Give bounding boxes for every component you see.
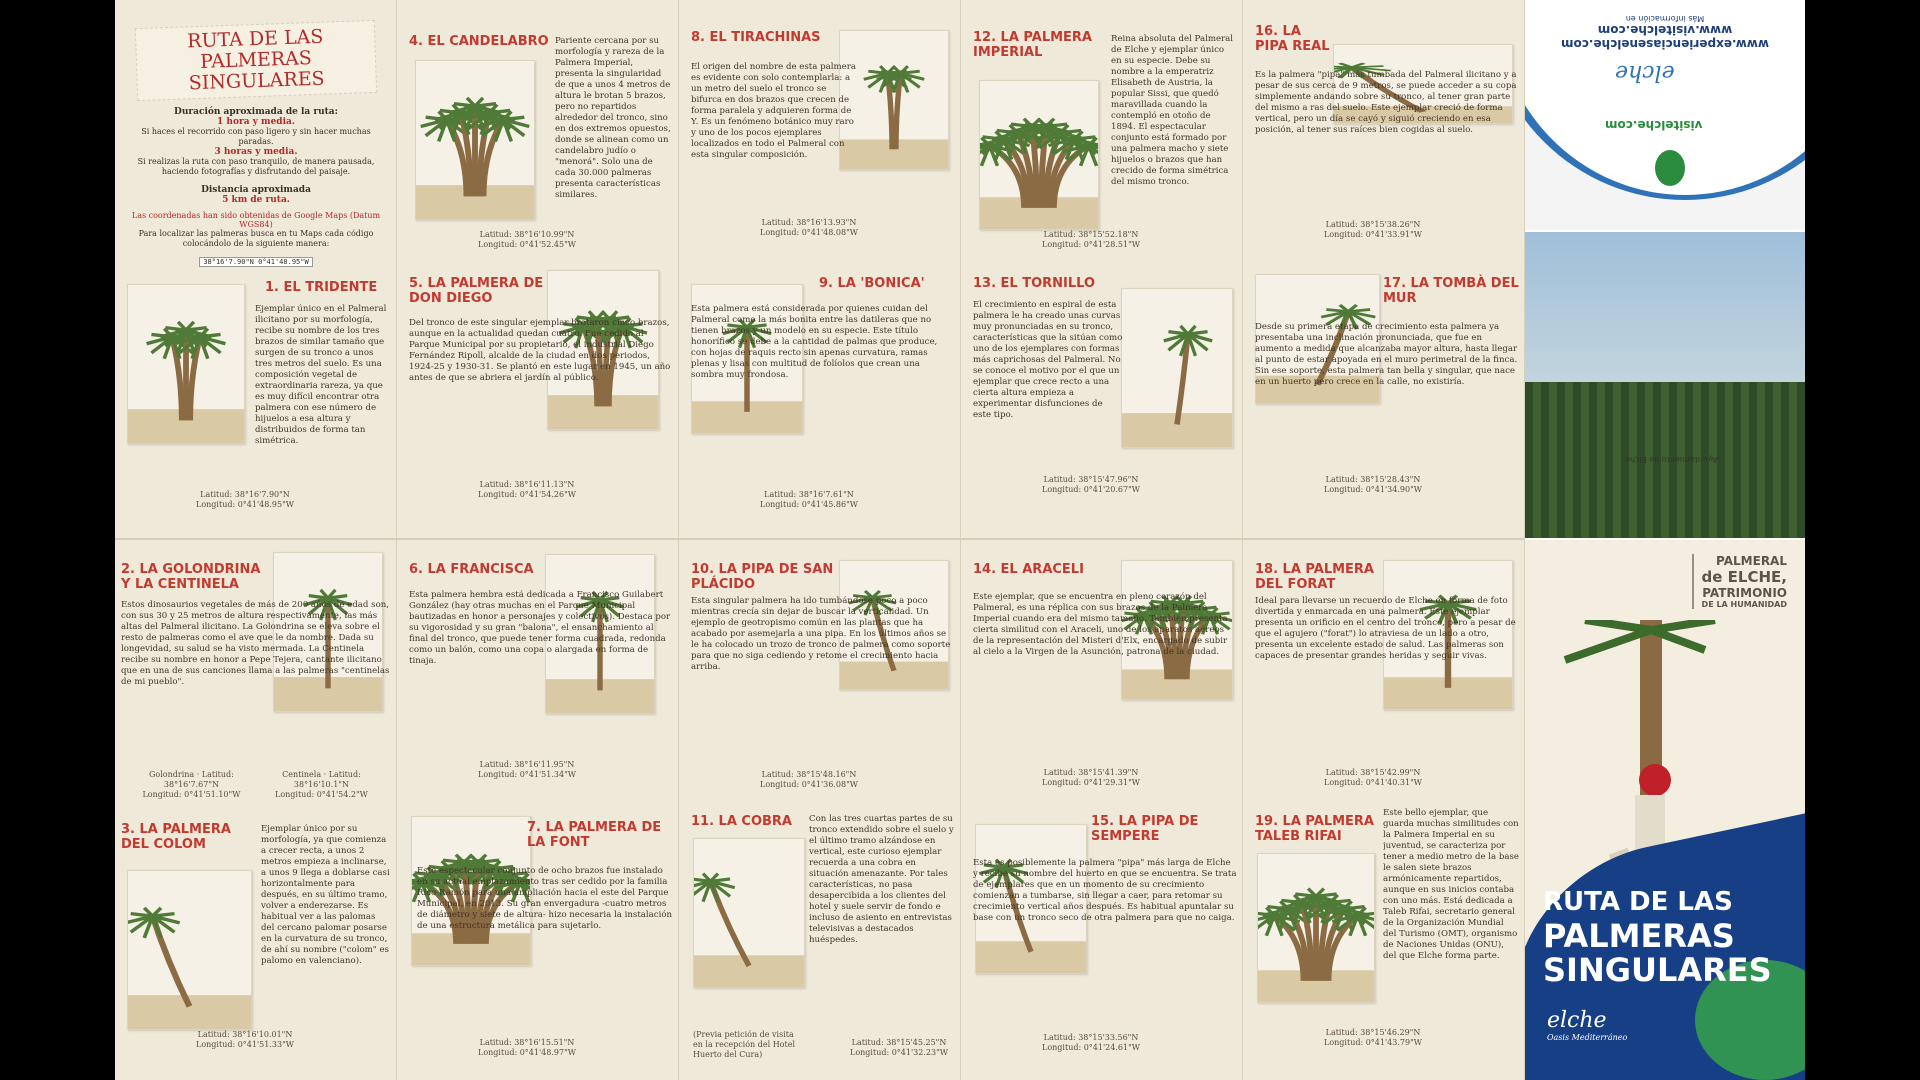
heritage-line1: PALMERAL bbox=[1716, 554, 1787, 568]
palm-coordinates bbox=[739, 770, 879, 790]
coords-note-source: Las coordenadas han sido obtenidas de Google Maps (Datum WGS84) bbox=[131, 211, 381, 229]
palm-card-10 bbox=[679, 540, 961, 808]
lon-centinela: Longitud: 0°41'54.2"W bbox=[275, 790, 368, 799]
palm-coordinates bbox=[829, 1038, 969, 1058]
palm-title: 1. EL TRIDENTE bbox=[265, 280, 378, 295]
palm-card-16 bbox=[1243, 0, 1525, 270]
palm-card-8 bbox=[679, 0, 961, 270]
duration-fast-note: Si haces el recorrido con paso ligero y sin hacer muchas paradas. bbox=[141, 127, 371, 146]
palm-coordinates bbox=[125, 770, 385, 800]
palm-title: 5. LA PALMERA DE DON DIEGO bbox=[409, 276, 544, 306]
palm-illustration bbox=[127, 284, 245, 444]
info-label: Más información en bbox=[1625, 14, 1705, 23]
longitude: Longitud: 0°41'51.33"W bbox=[196, 1040, 294, 1049]
city-photo bbox=[1525, 232, 1805, 538]
longitude: Longitud: 0°41'33.91"W bbox=[1324, 230, 1422, 239]
latitude: Latitud: 38°15'52.18"N bbox=[1043, 230, 1139, 239]
palm-card-1 bbox=[115, 270, 397, 538]
cover-brand-sub: Oasis Mediterráneo bbox=[1547, 1033, 1628, 1042]
url-experiencias[interactable]: www.experienciasenelche.com bbox=[1561, 37, 1769, 51]
palm-title: 18. LA PALMERA DEL FORAT bbox=[1255, 562, 1374, 592]
palm-illustration bbox=[1121, 288, 1233, 448]
palm-coordinates bbox=[457, 480, 597, 500]
palm-card-19 bbox=[1243, 808, 1525, 1080]
longitude: Longitud: 0°41'48.08"W bbox=[760, 228, 858, 237]
palm-illustration bbox=[415, 60, 535, 220]
palm-title: 6. LA FRANCISCA bbox=[409, 562, 534, 577]
search-example-box: 38°16'7.90"N 0°41'48.95"W bbox=[199, 257, 312, 267]
longitude: Longitud: 0°41'34.90"W bbox=[1324, 485, 1422, 494]
latitude: Latitud: 38°16'11.95"N bbox=[479, 760, 575, 769]
latitude: Latitud: 38°15'38.26"N bbox=[1325, 220, 1421, 229]
city-skyline bbox=[1525, 232, 1805, 382]
longitude: Longitud: 0°41'28.51"W bbox=[1042, 240, 1140, 249]
palm-coordinates bbox=[457, 1038, 597, 1058]
palm-coordinates bbox=[1303, 475, 1443, 495]
distance-value: 5 km de ruta. bbox=[222, 195, 290, 205]
ayuntamiento-label: Ayuntamiento de Elche bbox=[1625, 455, 1718, 464]
palm-description: Desde su primera etapa de crecimiento esta palmera ya presentaba una inclinación pronunciada, que fue en aumento a medida que alcanzaba mayor altura, hasta llegar al punto de estar apoyada en el muro perimetral de la finca. Sin ese soporte, esta palmera tan bella y singular, que nace en un huerto pero crece en la calle, no existiría. bbox=[1255, 322, 1518, 387]
info-urls bbox=[1535, 14, 1795, 51]
palm-title: 15. LA PIPA DE SEMPERE bbox=[1091, 814, 1199, 844]
duration-label: Duración aproximada de la ruta: bbox=[174, 107, 338, 117]
visitelche-logo: visitelche.com bbox=[1605, 118, 1703, 132]
longitude: Longitud: 0°41'52.45"W bbox=[478, 240, 576, 249]
palm-description: Ideal para llevarse un recuerdo de Elche en forma de foto divertida y enmarcada en una palmera. Este ejemplar presenta un orificio en el centro del tronco, pero a pesar de que el agujero ("forat") lo atraviesa de un lado a otro, presenta un excelente estado de salud. Las palmeras son capaces de presentar grandes heridas y seguir vivas. bbox=[1255, 596, 1516, 661]
palm-description: Esta palmera está considerada por quienes cuidan del Palmeral como la más bonita entre las datileras que no tienen brazos y un modelo en su especie. Este título honorífico se debe a la cantidad de palmas que produce, con hojas de raquis recto sin apenas curvatura, ramas plenas y lisas con multitud de folíolos que crean una sombra muy frondosa. bbox=[691, 304, 938, 380]
latitude: Latitud: 38°16'11.13"N bbox=[479, 480, 575, 489]
palm-title: 19. LA PALMERA TALEB RIFAI bbox=[1255, 814, 1374, 844]
lat-golondrina: Golondrina · Latitud: 38°16'7.67"N bbox=[149, 770, 234, 789]
latitude: Latitud: 38°16'10.01"N bbox=[197, 1030, 293, 1039]
latitude: Latitud: 38°15'47.96"N bbox=[1043, 475, 1139, 484]
heritage-line2: de ELCHE, bbox=[1701, 568, 1787, 586]
lon-golondrina: Longitud: 0°41'51.10"W bbox=[142, 790, 241, 799]
palm-description: Reina absoluta del Palmeral de Elche y ejemplar único en su especie. Debe su nombre a la emperatriz Elisabeth de Austria, la popular Sissi, que quedó maravillada cuando la contempló en otoño de 1894. El espectacular conjunto está formado por una palmera macho y siete hijuelos o brazos que han crecido de forma simétrica del mismo tronco. bbox=[1111, 34, 1234, 187]
palm-coordinates bbox=[457, 230, 597, 250]
front-cover bbox=[1525, 540, 1805, 1080]
palm-card-12 bbox=[961, 0, 1243, 270]
palm-title: 14. EL ARACELI bbox=[973, 562, 1084, 577]
palm-description: Del tronco de este singular ejemplar brotaron cinco brazos, aunque en la actualidad quedan cuatro. Fue cedido al Parque Municipal por su propietario, el industrial Diego Fernández Ripoll, alcalde de la ciudad en dos periodos, 1924-25 y 1930-31. Se plantó en este lugar en 1945, un año antes de que se abriera el jardín al público. bbox=[409, 318, 671, 383]
palm-coordinates bbox=[175, 490, 315, 510]
lat-centinela: Centinela · Latitud: 38°16'10.1"N bbox=[282, 770, 361, 789]
palm-coordinates bbox=[1021, 475, 1161, 495]
latitude: Latitud: 38°16'13.93"N bbox=[761, 218, 857, 227]
palm-card-18 bbox=[1243, 540, 1525, 808]
longitude: Longitud: 0°41'45.86"W bbox=[760, 500, 858, 509]
latitude: Latitud: 38°16'7.61"N bbox=[764, 490, 854, 499]
duration-fast: 1 hora y media. bbox=[217, 117, 295, 127]
palm-coordinates bbox=[739, 218, 879, 238]
palm-title: 9. LA 'BONICA' bbox=[819, 276, 925, 291]
longitude: Longitud: 0°41'43.79"W bbox=[1324, 1038, 1422, 1047]
latitude: Latitud: 38°15'33.56"N bbox=[1043, 1033, 1139, 1042]
palm-title: 16. LA PIPA REAL bbox=[1255, 24, 1330, 54]
longitude: Longitud: 0°41'48.97"W bbox=[478, 1048, 576, 1057]
longitude: Longitud: 0°41'29.31"W bbox=[1042, 778, 1140, 787]
heritage-line4: DE LA HUMANIDAD bbox=[1701, 600, 1787, 609]
palm-card-9 bbox=[679, 270, 961, 538]
cover-elche-logo bbox=[1547, 1008, 1627, 1042]
duration-slow: 3 horas y media. bbox=[214, 147, 298, 157]
longitude: Longitud: 0°41'51.34"W bbox=[478, 770, 576, 779]
longitude: Longitud: 0°41'48.95"W bbox=[196, 500, 294, 509]
drop-logo-icon bbox=[1655, 150, 1685, 186]
latitude: Latitud: 38°15'41.39"N bbox=[1043, 768, 1139, 777]
intro-panel bbox=[115, 0, 397, 270]
latitude: Latitud: 38°15'46.29"N bbox=[1325, 1028, 1421, 1037]
palm-description: Esta singular palmera ha ido tumbándose poco a poco mientras crecía sin dejar de buscar la verticalidad. Un ejemplo de geotropismo común en las plantas que ha acabado por asemejarla a una pipa. En los últimos años se le ha colocado un trozo de tronco de palmera como soporte para que no siga cediendo y retome el crecimiento hacia arriba. bbox=[691, 596, 951, 672]
palm-description: Ejemplar único por su morfología, ya que comienza a crecer recta, a unos 2 metros empieza a inclinarse, a unos 9 llega a doblarse casi horizontalmente para después, en su último tramo, volver a enderezarse. Es habitual ver a las palomas del cercano palomar posarse en la curvatura de su tronco, de ahí su nombre ("colom" es palomo en valenciano). bbox=[261, 824, 390, 966]
longitude: Longitud: 0°41'36.08"W bbox=[760, 780, 858, 789]
palm-illustration bbox=[693, 838, 805, 988]
palm-coordinates bbox=[1303, 220, 1443, 240]
palm-description: Este bello ejemplar, que guarda muchas similitudes con la Palmera Imperial en su juventud, se caracteriza por tener a medio metro de la base le salen siete brazos armónicamente repartidos, aunque en sus inicios contaba con uno más. Está dedicada a Taleb Rifai, secretario general de la Organización Mundial del Turismo (OMT), organismo de Naciones Unidas (ONU), del que Elche forma parte. bbox=[1383, 808, 1519, 961]
longitude: Longitud: 0°41'32.23"W bbox=[850, 1048, 948, 1057]
palm-card-13 bbox=[961, 270, 1243, 538]
palm-description: Pariente cercana por su morfología y rareza de la Palmera Imperial, presenta la singularidad de que a unos 4 metros de altura le brotan 5 brazos, pero no repartidos alrededor del tronco, sino en dos extremos opuestos, donde se alinean como un candelabro judío o "menorá". Solo una de cada 30.000 palmeras presenta características similares. bbox=[555, 36, 671, 200]
heritage-line3: PATRIMONIO bbox=[1702, 586, 1787, 600]
latitude: Latitud: 38°16'10.99"N bbox=[479, 230, 575, 239]
palm-description: Este ejemplar, que se encuentra en pleno corazón del Palmeral, es una réplica con sus brazos de la Palmera Imperial cuando era del mismo tamaño. También presenta cierta similitud con el Araceli, uno de los aparatos aéreos de la representación del Misteri d'Elx, encargado de subir al cielo a la Virgen de la Asunción, patrona de la ciudad. bbox=[973, 592, 1228, 657]
latitude: Latitud: 38°16'7.90"N bbox=[200, 490, 290, 499]
palm-card-17 bbox=[1243, 270, 1525, 538]
palm-card-14 bbox=[961, 540, 1243, 808]
palm-description: Esta es posiblemente la palmera "pipa" más larga de Elche y recibe su nombre del huerto en que se encuentra. Se trata de ejemplares que en un momento de su crecimiento comienzan a tumbarse, sin llegar a caer, para retomar su crecimiento vertical años después. Es habitual apuntalar su base con un tronco seco de otra palmera para que no caiga. bbox=[973, 858, 1237, 923]
palm-title: 7. LA PALMERA DE LA FONT bbox=[527, 820, 662, 850]
palm-coordinates bbox=[1303, 768, 1443, 788]
latitude: Latitud: 38°16'15.51"N bbox=[479, 1038, 575, 1047]
palm-title: 11. LA COBRA bbox=[691, 814, 792, 829]
elche-logo: elche bbox=[1615, 60, 1675, 85]
palm-card-7 bbox=[397, 808, 679, 1080]
latitude: Latitud: 38°15'45.25"N bbox=[851, 1038, 947, 1047]
palm-coordinates bbox=[1021, 1033, 1161, 1053]
longitude: Longitud: 0°41'54.26"W bbox=[478, 490, 576, 499]
longitude: Longitud: 0°41'24.61"W bbox=[1042, 1043, 1140, 1052]
palm-coordinates bbox=[175, 1030, 315, 1050]
palm-coordinates bbox=[739, 490, 879, 510]
palm-title: 13. EL TORNILLO bbox=[973, 276, 1096, 291]
cover-title-line3: SINGULARES bbox=[1543, 951, 1772, 989]
palm-description: Este espectacular conjunto de ocho brazos fue instalado en su actual emplazamiento tras ser cedido por la familia Rico Ramón para una ampliación hacia el este del Parque Municipal, en 2013. Su gran envergadura -cuatro metros de diámetro y siete de altura- hizo necesaria la instalación de una estructura metálica para sujetarlo. bbox=[417, 866, 673, 931]
palm-card-15 bbox=[961, 808, 1243, 1080]
cover-title-line2: PALMERAS bbox=[1543, 917, 1735, 955]
palm-card-6 bbox=[397, 540, 679, 808]
cover-title-line1: RUTA DE LAS bbox=[1543, 887, 1733, 917]
longitude: Longitud: 0°41'40.31"W bbox=[1324, 778, 1422, 787]
palm-title: 4. EL CANDELABRO bbox=[409, 34, 549, 49]
palm-illustration bbox=[979, 80, 1099, 230]
palm-coordinates bbox=[1021, 230, 1161, 250]
palm-description: El origen del nombre de esta palmera es evidente con solo contemplarla: a un metro del suelo el tronco se bifurca en dos brazos que crecen de forma paralela y adquieren forma de Y. Es un fenómeno botánico muy raro y uno de los pocos ejemplares localizados en todo el Palmeral con esta singular composición. bbox=[691, 62, 856, 160]
palm-title: 3. LA PALMERA DEL COLOM bbox=[121, 822, 231, 852]
palm-title: 17. LA TOMBÀ DEL MUR bbox=[1383, 276, 1519, 306]
cover-brand: elche bbox=[1547, 1008, 1607, 1033]
palm-title: 2. LA GOLONDRINA Y LA CENTINELA bbox=[121, 562, 261, 592]
latitude: Latitud: 38°15'48.16"N bbox=[761, 770, 857, 779]
palm-coordinates bbox=[457, 760, 597, 780]
back-cover-top bbox=[1525, 0, 1805, 230]
cover-panel bbox=[1525, 0, 1805, 1080]
palm-title: 12. LA PALMERA IMPERIAL bbox=[973, 30, 1092, 60]
distance-label: Distancia aproximada bbox=[201, 185, 311, 195]
cover-title bbox=[1543, 885, 1793, 987]
palm-title: 8. EL TIRACHINAS bbox=[691, 30, 821, 45]
palm-description: Con las tres cuartas partes de su tronco extendido sobre el suelo y el último tramo alzándose en vertical, este curioso ejemplar recuerda a una cobra en situación amenazante. Por tales características, no pasa desapercibida a los clientes del hotel y suele servir de fondo e incluso de asiento en entrevistas televisivas a destacados huéspedes. bbox=[809, 814, 954, 945]
palm-description: Es la palmera "pipa" más tumbada del Palmeral ilicitano y a pesar de sus cerca de 9 metros, se puede acceder a su copa simplemente andando sobre su tronco, al tener gran parte del mismo a ras del suelo. Este ejemplar creció de forma vertical, pero un día se cayó y siguió creciendo en esa posición, al tener sus raíces bien cogidas al suelo. bbox=[1255, 70, 1517, 135]
palm-description: Ejemplar único en el Palmeral ilicitano por su morfología, recibe su nombre de los tres brazos de similar tamaño que surgen de su tronco a unos tres metros del suelo. Es una composición vegetal de extraordinaria rareza, ya que es muy difícil encontrar otra palmera con ese número de hijuelos a esa altura y distribuidos de forma tan simétrica. bbox=[255, 304, 387, 446]
heritage-label bbox=[1692, 554, 1787, 609]
latitude: Latitud: 38°15'42.99"N bbox=[1325, 768, 1421, 777]
route-title-line1: RUTA DE LAS bbox=[186, 25, 324, 53]
palm-coordinates bbox=[1021, 768, 1161, 788]
palm-coordinates bbox=[1303, 1028, 1443, 1048]
duration-slow-note: Si realizas la ruta con paso tranquilo, de manera pausada, haciendo fotografías y disfrutando del paisaje. bbox=[137, 157, 375, 176]
coords-note: Para localizar las palmeras busca en tu Maps cada código colocándolo de la siguiente manera: bbox=[138, 229, 374, 248]
palm-title: 10. LA PIPA DE SAN PLÁCIDO bbox=[691, 562, 834, 592]
palm-card-2 bbox=[115, 540, 397, 800]
brochure-sheet bbox=[115, 0, 1805, 1080]
url-visitelche[interactable]: www.visitelche.com bbox=[1597, 23, 1733, 37]
route-title-banner bbox=[135, 20, 377, 101]
palm-description: Esta palmera hembra está dedicada a Francisco Guilabert González (hay otras muchas en el Parque Municipal bautizadas en honor a personajes y colectivos). Destaca por su vigorosidad y su gran "balona", el ensanchamiento al final del tronco, que puede tener forma cuadrada, redonda como un balón, como una copa o alargada en forma de tinaja. bbox=[409, 590, 671, 666]
palm-illustration bbox=[1257, 853, 1375, 1003]
palm-card-11 bbox=[679, 808, 961, 1080]
palm-note: (Previa petición de visita en la recepción del Hotel Huerto del Cura) bbox=[693, 1030, 796, 1059]
palm-card-4 bbox=[397, 0, 679, 270]
palm-description: Estos dinosaurios vegetales de más de 200 años de edad son, con sus 30 y 25 metros de altura respectivamente, las más altas del Palmeral ilicitano. La Golondrina se eleva sobre el resto de palmeras como el ave que le da nombre. Dada su longevidad, su salud se ha visto mermada. La Centinela recibe su nombre en honor a Pepe Tejera, cantante ilicitano que en una de sus canciones llama a las palmeras "centinelas de mi pueblo". bbox=[121, 600, 390, 687]
palm-card-5 bbox=[397, 270, 679, 538]
palm-card-3 bbox=[115, 800, 397, 1080]
palm-illustration bbox=[127, 870, 252, 1030]
palm-description: El crecimiento en espiral de esta palmera le ha creado unas curvas muy pronunciadas en su tronco, características que la sitúan como uno de los ejemplares con formas más caprichosas del Palmeral. No se conoce el motivo por el que un ejemplar que crece recto a una cierta altura empieza a experimentar disfunciones de este tipo. bbox=[973, 300, 1123, 420]
route-title-line2: PALMERAS SINGULARES bbox=[188, 47, 325, 95]
longitude: Longitud: 0°41'20.67"W bbox=[1042, 485, 1140, 494]
latitude: Latitud: 38°15'28.43"N bbox=[1325, 475, 1421, 484]
